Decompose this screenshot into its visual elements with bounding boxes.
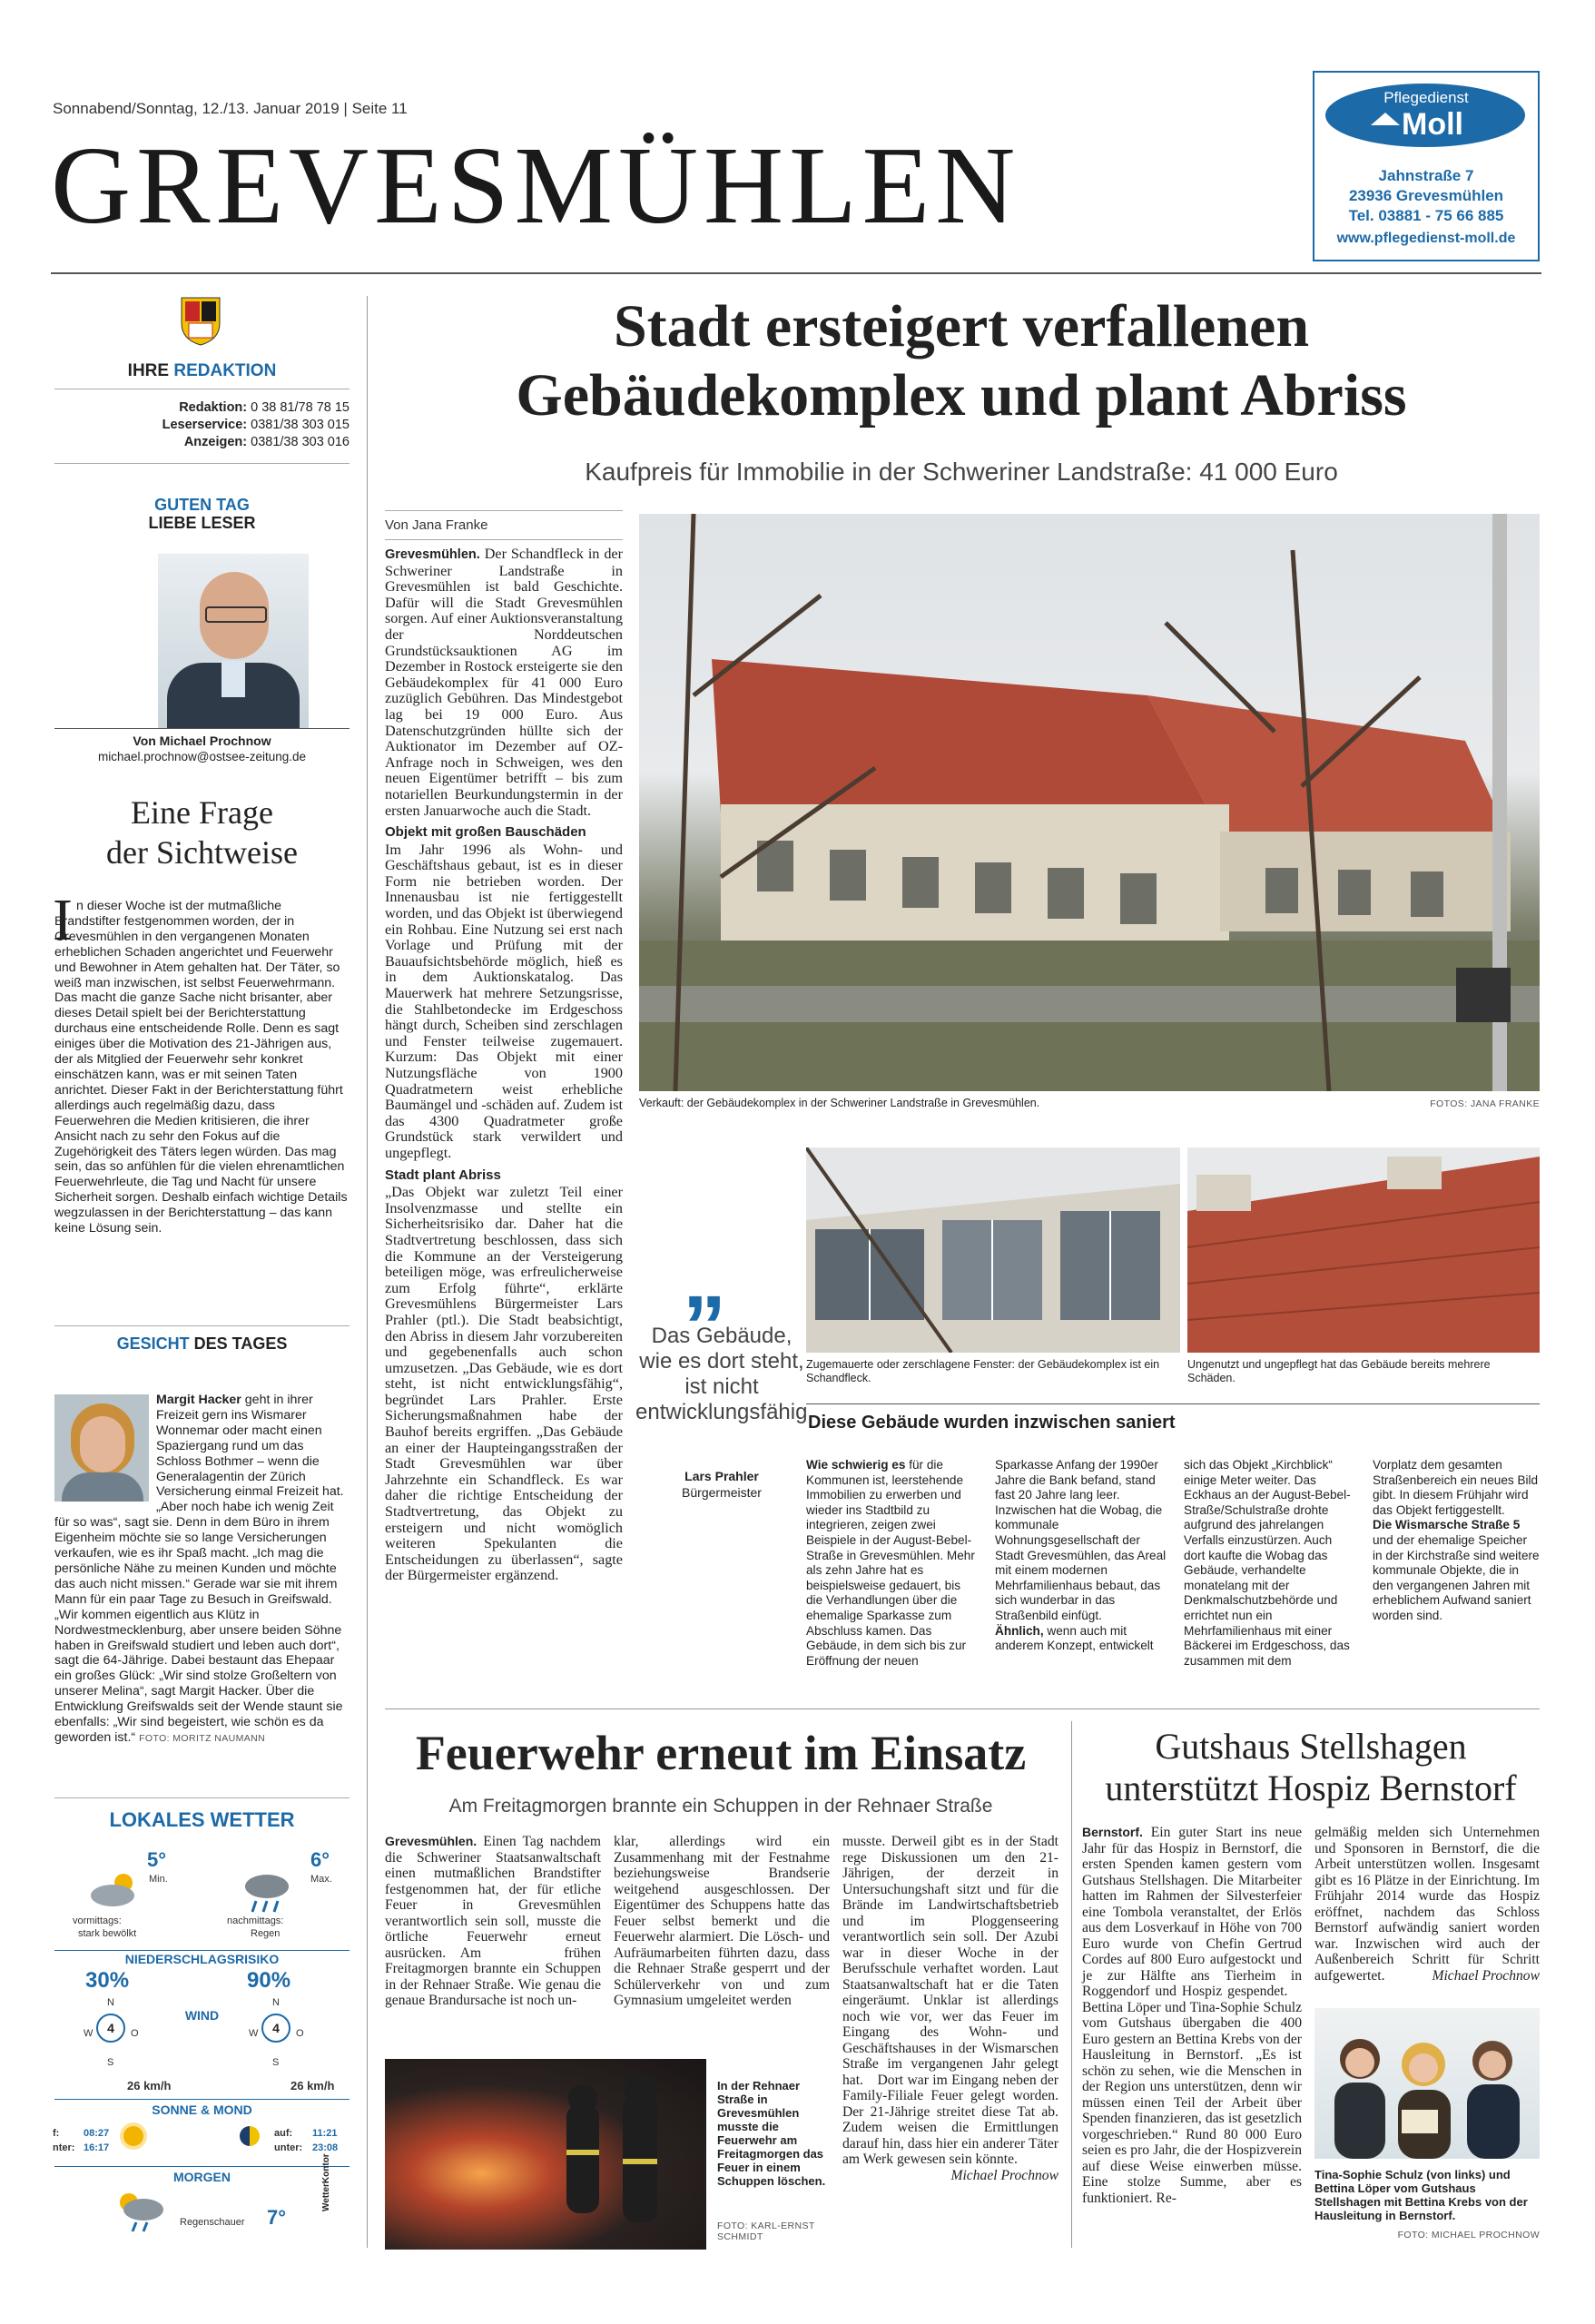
info-box-title: Diese Gebäude wurden inzwischen saniert [808, 1413, 1176, 1433]
min-temp: 5° [147, 1848, 167, 1871]
contact-list [54, 399, 350, 451]
quote-role: Bürgermeister [682, 1485, 762, 1500]
afternoon-label: nachmittags: [227, 1915, 284, 1926]
hospiz-col-1: Bernstorf. Ein guter Start ins neue Jahr für das Hospiz in Bernstorf, die ersten Spenden kamen gestern vom Gutshaus Stellshagen. Die Mitarbeiter hatten im Rahmen der Silvesterfeier eine Tombola veranstaltet, der Erlös aus dem Losverkauf in Höhe von 700 Euro wurde von Chefin Gertrud Cordes auf 800 Euro aufgestockt und je zur Hälfte ans Tierheim in Roggendorf und Hospiz gespendet. Bettina Löper und Tina-Sophie Schulz vom Gutshaus übergaben die 400 Euro gestern an Bettina Krebs von der Hausleitung in Bernstorf. „Es ist schön zu sehen, wie die Menschen in der Region uns unterstützen, denn wir müssen einen Teil der Arbeit über Spenden finanzieren, das ist gesetzlich vorgeschrieben.“ Rund 80 000 Euro seien es pro Jahr, die der Hospizverein auf diese Weise einwerben müsse. Eine stolze Summe, aber es funktioniert. Re- [1082, 1825, 1302, 2206]
rain-morning: 30% [85, 1968, 130, 1993]
lead-paragraph-2: Im Jahr 1996 als Wohn- und Geschäftshaus gebaut, ist es in dieser Form nie betrieben worden. Der Innenausbau ist nie fertiggestellt worden, und das Objekt ist überwiegend ein Rohbau. Eine Nutzung sei erst nach Vorlage und Prüfung mit der Bauaufsichtsbehörde möglich, hieß es in dem Auktionskatalog. Das Mauerwerk hat mehrere Setzungsrisse, die Stahlbetondecke im Erdgeschoss hängt durch, Scheiben sind zerschlagen und Fenster teilweise zugemauert. Kurzum: Das Objekt mit einer Nutzungsfläche von 1900 Quadratmetern weist erhebliche Baumängel und -schäden auf. Zudem ist das 4300 Quadratmeter große Grundstück stark verwildert und ungepflegt. [385, 841, 623, 1161]
ad-city: 23936 Grevesmühlen [1348, 187, 1504, 204]
compass-1: N W O S 4 [84, 1997, 139, 2068]
shower-icon [113, 2190, 167, 2240]
sun-icon [123, 2126, 143, 2146]
info-box-col-1: Wie schwierig es für die Kommunen ist, leerstehende Immobilien zu erwerben und wieder ins Stadtbild zu integrieren, zeigen zwei Beispiele in der August-Bebel-Straße in Grevesmühlen. Mehr als zehn Jahre hat es beispielsweise gedauert, bis die Verhandlungen über die ehemalige Sparkasse zum Abschluss kamen. Das Gebäude, in dem sich bis zur Eröffnung der neuen [806, 1458, 975, 1668]
cloudy-icon [87, 1870, 142, 1915]
lead-subhead: Kaufpreis für Immobilie in der Schweriner Landstraße: 41 000 Euro [585, 458, 1338, 486]
lead-headline-2: Gebäudekomplex und plant Abriss [516, 362, 1407, 428]
lead-subhead-2: Stadt plant Abriss [385, 1167, 501, 1183]
liebe-leser-title: LIEBE LESER [148, 514, 256, 532]
tomorrow-temp: 7° [267, 2206, 287, 2229]
gesicht-title: GESICHT DES TAGES [116, 1334, 288, 1353]
masthead: GREVESMÜHLEN [51, 124, 1021, 247]
info-box-col-4: Vorplatz dem gesamten Straßenbereich ein neues Bild gibt. In diesem Frühjahr wird das Objekt fertiggestellt. Die Wismarsche Straße 5 und der ehemalige Speicher in der Kirchstraße sind weitere kommunale Objekte, die in den vergangenen Jahren mit erheblichem Aufwand saniert worden sind. [1373, 1458, 1540, 1622]
windows-photo [806, 1147, 1180, 1353]
hospiz-headline-2: unterstützt Hospiz Bernstorf [1105, 1768, 1517, 1808]
fire-col-1: Grevesmühlen. Einen Tag nachdem die Schweriner Staatsanwaltschaft einen mutmaßlichen Brandstifter festgenommen hat, der für etliche Feuer in Grevesmühlen verantwortlich sein soll, musste die örtliche Feuerwehr erneut ausrücken. Am frühen Freitagmorgen brannte ein Schuppen in der Rehnaer Straße. Wie genau die genaue Brandursache ist noch un- [385, 1834, 601, 2008]
sun-moon-title: SONNE & MOND [152, 2102, 252, 2117]
lead-dateline: Grevesmühlen. [385, 547, 480, 562]
lead-main-photo [639, 514, 1540, 1091]
hospiz-caption: Tina-Sophie Schulz (von links) und Bettina Löper vom Gutshaus Stellshagen mit Bettina Krebs von der Hausleitung in Bernstorf. [1314, 2168, 1528, 2222]
author-portrait [158, 554, 309, 728]
morning-label: vormittags: [73, 1915, 122, 1926]
sunrise-label: f: [53, 2128, 60, 2139]
weather-title: LOKALES WETTER [109, 1808, 295, 1831]
rain-risk-title: NIEDERSCHLAGSRISIKO [124, 1952, 280, 1966]
weather-brand: WetterKontor [321, 2153, 331, 2211]
gesicht-credit: FOTO: MORITZ NAUMANN [139, 1732, 266, 1744]
fire-photo [385, 2059, 706, 2250]
gesicht-name: Margit Hacker [156, 1393, 241, 1407]
lead-subhead-1: Objekt mit großen Bauschäden [385, 824, 586, 841]
main-photo-caption: Verkauft: der Gebäudekomplex in der Schweriner Landstraße in Grevesmühlen. [639, 1097, 1040, 1109]
ad-web: www.pflegedienst-moll.de [1336, 231, 1516, 246]
compass-2: N W O S 4 [249, 1997, 304, 2068]
guten-tag-title: GUTEN TAG [154, 496, 250, 514]
pull-quote: Das Gebäude, wie es dort steht, ist nicht entwicklungsfähig. [635, 1324, 814, 1424]
tomorrow-desc: Regenschauer [180, 2217, 245, 2228]
fire-credit: FOTO: KARL-ERNST SCHMIDT [717, 2221, 815, 2242]
hospiz-signature: Michael Prochnow [1432, 1967, 1540, 1984]
wind-title: WIND [184, 2008, 220, 2023]
contact-row: Redaktion: 0 38 81/78 78 15 [179, 400, 350, 415]
max-temp: 6° [310, 1848, 330, 1871]
rain-afternoon: 90% [247, 1968, 291, 1993]
info-box-col-3: sich das Objekt „Kirchblick“ einige Meter weiter. Das Eckhaus an der August-Bebel-Straße/Schulstraße drohte aufgrund des jahrelangen Verfalls einzustürzen. Auch dort kaufte die Wobag das Gebäude, verhandelte monatelang mit der Denkmalschutzbehörde und errichtet nun ein Mehrfamilienhaus mit einer Bäckerei im Erdgeschoss, das zusammen mit dem [1184, 1458, 1351, 1668]
ad-brand-small: Pflegedienst [1383, 89, 1469, 106]
fire-subhead: Am Freitagmorgen brannte ein Schuppen in der Rehnaer Straße [448, 1796, 993, 1817]
column-title-1: Eine Frage [131, 794, 273, 831]
roof-photo-caption: Ungenutzt und ungepflegt hat das Gebäude bereits mehrere Schäden. [1187, 1358, 1491, 1384]
author-email[interactable]: michael.prochnow@ostsee-zeitung.de [97, 750, 307, 763]
lead-column-text: Grevesmühlen. Der Schandfleck in der Schweriner Landstraße in Grevesmühlen ist bald Geschichte. Dafür will die Stadt Grevesmühlen sorgen. Auf einer Auktionsveranstaltung der Norddeutschen Grundstücksauktionen AG im Dezember in Rostock ersteigerte sie den Gebäudekomplex für 41 000 Euro zuzüglich Gebühren. Das Mindestgebot lag bei 19 000 Euro. Aus Datenschutzgründen hüllte sich der Auktionator im Dezember auf OZ-Anfrage noch in Schweigen, wes den neuen Eigentümer betrifft – bis zum notariellen Beurkundungstermin in der ersten Januarwoche auch die Stadt. Objekt mit großen Bauschäden Im Jahr 1996 als Wohn- und Geschäftshaus gebaut, ist es in dieser Form nie betrieben worden. Der Innenausbau ist nie fertiggestellt worden, und das Objekt ist überwiegend ein Rohbau. Eine Nutzung sei erst nach Vorlage und Prüfung mit der Bauaufsichtsbehörde möglich, hieß es in dem Auktionskatalog. Das Mauerwerk hat mehrere Setzungsrisse, die Stahlbetondecke im Erdgeschoss hängt durch, Scheiben sind zerschlagen und Fenster teilweise zugemauert. Kurzum: Das Objekt mit einer Nutzungsfläche von 1900 Quadratmetern weist erhebliche Baumängel und -schäden auf. Zudem ist das 4300 Quadratmeter große Grundstück stark verwildert und ungepflegt. Stadt plant Abriss „Das Objekt war zuletzt Teil einer Insolvenzmasse und stellte ein Sicherheitsrisiko dar. Daher hat die Stadtvertretung beschlossen, dass sich die Kommune an der Versteigerung beteiligen möge, was erfreulicherweise zum Erfolg führte“, erklärte Grevesmühlens Bürgermeister Lars Prahler (ptl.). Die Stadt beabsichtigt, den Abriss in diesem Jahr vorzubereiten und gegebenenfalls auch schon umzusetzen. „Das Gebäude, wie es dort steht, ist nicht entwicklungsfähig“, begründet Lars Prahler. Erste Sicherungsmaßnahmen habe der Bauhof bereits ergriffen. „Das Gebäude an einer der Haupteingangsstraßen der Stadt Grevesmühlen war über Jahrzehnte ein Schandfleck. Es war daher die richtige Entscheidung der Stadtvertretung, das Objekt zu ersteigern und nicht womöglich weiteren Spekulanten die Entscheidungen zu überlassen“, sagte der Bürgermeister ergänzend. [385, 547, 623, 1584]
contact-row: Leserservice: 0381/38 303 015 [162, 418, 350, 432]
windows-photo-caption: Zugemauerte oder zerschlagene Fenster: der Gebäudekomplex ist ein Schandfleck. [806, 1358, 1160, 1384]
bottom-divider [1071, 1721, 1072, 2248]
moonrise-label: auf: [274, 2128, 293, 2139]
sidebar-divider [367, 296, 368, 2248]
sunset-label: nter: [53, 2142, 75, 2153]
lead-paragraph-3: „Das Objekt war zuletzt Teil einer Insolvenzmasse und stellte ein Sicherheitsrisiko dar. Daher hat die Stadtvertretung beschlossen, dass sich die Kommune an der Versteigerung beteiligen möge, was erfreulicherweise zum Erfolg führte“, erklärte Grevesmühlens Bürgermeister Lars Prahler (ptl.). Die Stadt beabsichtigt, den Abriss in diesem Jahr vorzubereiten und gegebenenfalls auch schon umzusetzen. „Das Gebäude, wie es dort steht, ist nicht entwicklungsfähig“, begründet Lars Prahler. Erste Sicherungsmaßnahmen habe der Bauhof bereits ergriffen. „Das Gebäude an einer der Haupteingangsstraßen der Stadt Grevesmühlen war über Jahrzehnte ein Schandfleck. Es war daher die richtige Entscheidung der Stadtvertretung, das Objekt zu ersteigern und nicht womöglich weiteren Spekulanten die Entscheidungen zu überlassen“, sagte der Bürgermeister ergänzend. [385, 1184, 623, 1584]
morning-desc: stark bewölkt [78, 1928, 137, 1939]
sunset: 16:17 [84, 2142, 110, 2153]
column-dropcap: I [53, 887, 73, 953]
sunrise: 08:27 [84, 2128, 110, 2139]
lead-byline: Von Jana Franke [385, 517, 488, 533]
hospiz-headline-1: Gutshaus Stellshagen [1155, 1726, 1467, 1767]
redaktion-title [54, 361, 350, 381]
house-icon [1371, 113, 1400, 125]
author-name: Von Michael Prochnow [133, 734, 271, 748]
afternoon-desc: Regen [251, 1928, 281, 1939]
fire-caption: In der Rehnaer Straße in Grevesmühlen musste die Feuerwehr am Freitagmorgen das Feuer in einem Schuppen löschen. [717, 2079, 826, 2188]
max-label: Max. [310, 1874, 332, 1885]
moonset-label: unter: [274, 2142, 303, 2153]
roof-photo [1187, 1147, 1540, 1353]
wind-speed-1: 26 km/h [127, 2079, 172, 2093]
main-photo-credit: FOTOS: JANA FRANKE [1430, 1098, 1540, 1109]
rain-icon [240, 1870, 294, 1920]
redaktion-title-b: REDAKTION [173, 361, 277, 380]
column-text: n dieser Woche ist der mutmaßliche Brandstifter festgenommen worden, der in Grevesmühlen in den vergangenen Monaten erheblichen Schaden angerichtet und Feuerwehr und Bewohner in Atem gehalten hat. Der Täter, so weiß man inzwischen, ist selbst Feuerwehrmann. Das macht die ganze Sache nicht brisanter, aber dieses Detail spielt bei der Berichterstattung durchaus eine entscheidende Rolle. Denn es sagt einiges über die Motivation des 21-Jährigen aus, der als Mitglied der Feuerwehr sehr konkret einschätzen kann, was er mit seinen Taten anrichtet. Dieser Fakt in der Berichterstattung führt allerdings auch regelmäßig dazu, dass Feuerwehren die Medien kritisieren, die ihrer Ansicht nach zu sehr den Fokus auf die Zugehörigkeit des Täters legen würden. Das mag sein, das so anfühlen für die vielen ehrenamtlichen Feuerwehrleute, die Tag und Nacht für unsere Sicherheit sorgen. Deshalb einfach wichtige Details wegzulassen in der Berichterstattung – das kann keine Lösung sein. [54, 899, 348, 1236]
contact-row: Anzeigen: 0381/38 303 016 [183, 435, 350, 449]
quote-name: Lars Prahler [684, 1469, 759, 1483]
min-label: Min. [149, 1874, 168, 1885]
moonset: 23:08 [312, 2142, 339, 2153]
info-box-col-2: Sparkasse Anfang der 1990er Jahre die Bank befand, stand fast 20 Jahre lang leer. Inzwischen hat die Wobag, die kommunale Wohnungsgesellschaft der Stadt Grevesmühlen, das Areal mit einem modernen Mehrfamilienhaus bebaut, das sich wunderbar in das Straßenbild einfügt. Ähnlich, wenn auch mit anderem Konzept, entwickelt [995, 1458, 1167, 1653]
ad-street: Jahnstraße 7 [1378, 167, 1474, 184]
masthead-rule [51, 272, 1541, 274]
hospiz-col-2: gelmäßig melden sich Unternehmen und Sponsoren in Bernstorf, die die Arbeit unterstützen wollen. Insgesamt gibt es 16 Plätze in der Einrichtung. Im Frühjahr 2014 wurde das Hospiz eröffnet, nachdem das Schloss Bernstorf aufwändig saniert worden war. Inzwischen wird auch der Außenbereich Schritt für Schritt aufgewertet. Michael Prochnow [1314, 1825, 1540, 1984]
lead-headline-1: Stadt ersteigert verfallenen [613, 293, 1310, 359]
fire-col-2: klar, allerdings wird ein Zusammenhang mit der Festnahme beziehungsweise Brandserie weitgehend ausgeschlossen. Der Eigentümer des Schuppens hatte das Feuer selbst bemerkt und die Feuerwehr alarmiert. Die Lösch- und Aufräumarbeiten führten dazu, dass die Rehnaer Straße gesperrt und der Schülerverkehr von und zum Gymnasium umgeleitet werden [614, 1834, 830, 2008]
hospiz-credit: FOTO: MICHAEL PROCHNOW [1397, 2230, 1540, 2240]
fire-signature: Michael Prochnow [950, 2167, 1058, 2183]
city-crest [180, 296, 222, 347]
column-title-2: der Sichtweise [106, 834, 298, 871]
hospiz-photo [1314, 2008, 1540, 2159]
gesicht-text: Margit Hacker geht in ihrer Freizeit gern ins Wismarer Wonnemar oder macht einen Spaziergang rund um das Schloss Bothmer – wenn die Generalagentin der Zürich Versicherung einmal Freizeit hat. „Aber noch habe ich wenig Zeit für so was“, sagt sie. Denn in dem Büro in ihrem Eigenheim möchte sie so lange Versicherungen verkaufen, wie es ihr Spaß macht. „Ich mag die persönliche Nähe zu meinen Kunden und möchte das auch nicht missen.“ Gerade war sie mit ihrem Mann für ein paar Tage zu Besuch in Greifswald. „Wir kommen eigentlich aus Klütz in Nordwestmecklenburg, aber unsere beiden Söhne haben in Greifswald studiert und leben auch dort“, sagt die 64-Jährige. Dabei bestaunt das Ehepaar ein großes Glück: „Wir sind stolze Großeltern von unserer Melina“, sagt Margit Hacker. Über die Entwicklung Greifswalds seit der Wende staunt sie ebenfalls: „Wir sind begeistert, wie schön es da geworden ist.“ FOTO: MORITZ NAUMANN [54, 1393, 344, 1745]
moon-icon [240, 2126, 260, 2146]
ad-phone: Tel. 03881 - 75 66 885 [1348, 207, 1504, 224]
tomorrow-title: MORGEN [173, 2170, 231, 2184]
ad-brand-big: Moll [1402, 107, 1463, 142]
advertisement-box[interactable] [1313, 71, 1540, 261]
redaktion-title-a: IHRE [127, 361, 174, 380]
fire-col-3: musste. Derweil gibt es in der Stadt rege Diskussionen um den 21-Jährigen, der derzeit in Untersuchungshaft sitzt und für die Brände im Landwirtschaftsbetrieb und im Ploggenseering verantwortlich sein soll. Der Azubi war in dieser Woche in der Berufsschule verhaftet worden. Laut Staatsanwaltschaft hat er die Taten eingeräumt. Unklar ist allerdings noch wie vor, wer das Feuer im Eingang des Wohn- und Geschäftshauses in der Wismarschen Straße im vergangenen Jahr gelegt hat. Dort war im Eingang neben der Family-Filiale Feuer gelegt worden. Der 21-Jährige streitet diese Tat ab. Zudem weisen die Ermittlungen darauf hin, dass hier ein anderer Täter am Werk gewesen sein könnte. Michael Prochnow [842, 1834, 1058, 2183]
fire-headline: Feuerwehr erneut im Einsatz [415, 1726, 1027, 1780]
wind-speed-2: 26 km/h [290, 2079, 335, 2093]
quote-mark-icon: „ [683, 1229, 726, 1326]
moonrise: 11:21 [312, 2128, 338, 2139]
dateline: Sonnabend/Sonntag, 12./13. Januar 2019 | Seite 11 [53, 100, 408, 117]
